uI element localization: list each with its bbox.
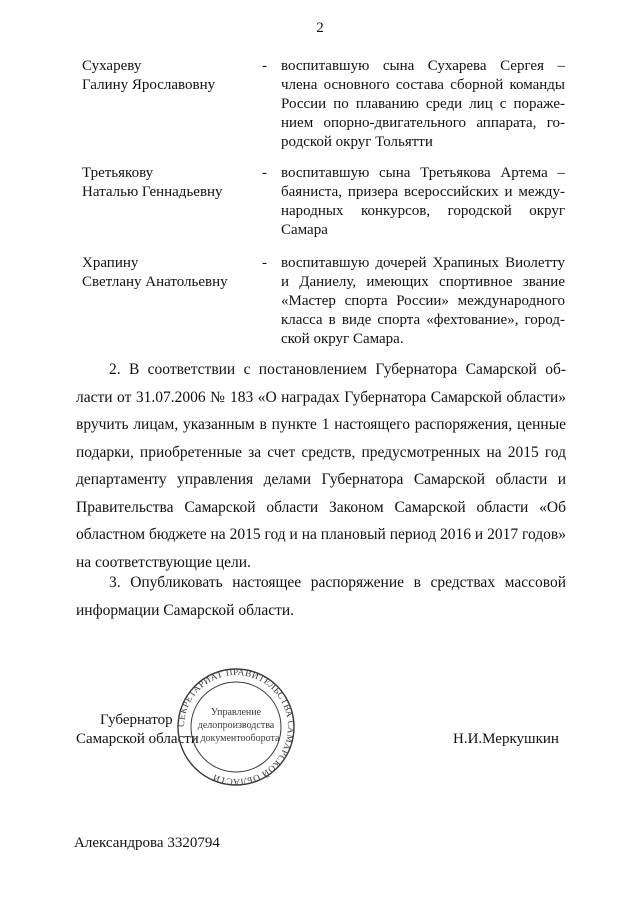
recipient-description: [281, 254, 565, 349]
description-line: баяниста, призера всероссийских и между-: [281, 184, 565, 200]
signature-title-line2: Самарской области: [76, 731, 199, 747]
description-line: народных конкурсов, городской округ: [281, 203, 565, 219]
signatory-name: Н.И.Меркушкин: [453, 731, 559, 747]
list-dash: -: [262, 255, 267, 271]
description-line: класса в виде спорта «фехтование», город-: [281, 312, 565, 328]
paragraph-line: подарки, приобретенные за счет средств, предусмотренных на 2015 год: [76, 443, 566, 461]
description-line: «Мастер спорта России» международного: [281, 293, 565, 309]
paragraph-line: вручить лицам, указанным в пункте 1 настоящего распоряжения, ценные: [76, 416, 566, 433]
signature-title-line1: Губернатор: [100, 712, 173, 728]
recipient-description: [281, 164, 565, 240]
description-line: ской округ Самара.: [281, 331, 404, 347]
description-line: и Даниелу, имеющих спортивное звание: [281, 274, 565, 290]
recipient-name: [82, 254, 257, 292]
description-line: России по плаванию среди лиц с пораже-: [281, 96, 565, 112]
recipient-name: [82, 164, 257, 202]
list-dash: -: [262, 165, 267, 181]
recipient-surname: Третьякову: [82, 165, 154, 181]
recipient-given-names: Наталью Геннадьевну: [82, 184, 223, 200]
paragraph-2: [76, 356, 566, 576]
page-number: 2: [316, 20, 324, 36]
recipient-given-names: Галину Ярославовну: [82, 77, 216, 93]
paragraph-3: [76, 569, 566, 624]
description-line: родской округ Тольятти: [281, 134, 433, 150]
stamp-graphic: [172, 668, 300, 786]
paragraph-line: информации Самарской области.: [76, 601, 295, 619]
stamp-inner-line2: делопроизводства: [197, 720, 275, 731]
description-line: члена основного состава сборной команды: [281, 77, 565, 93]
description-line: воспитавшую дочерей Храпиных Виолетту: [281, 255, 565, 271]
official-stamp: [172, 668, 300, 786]
stamp-inner-line1: Управление: [210, 707, 262, 718]
paragraph-line: ласти от 31.07.2006 № 183 «О наградах Губернатора Самарской области»: [76, 388, 566, 406]
list-dash: -: [262, 58, 267, 74]
description-line: воспитавшую сына Сухарева Сергея –: [281, 58, 565, 74]
stamp-inner-line3: и документооборота: [192, 733, 280, 744]
paragraph-line: департаменту управления делами Губернатора Самарской области и: [76, 471, 566, 488]
recipient-description: [281, 57, 565, 152]
description-line: воспитавшую сына Третьякова Артема –: [281, 165, 565, 181]
paragraph-line: 2. В соответствии с постановлением Губернатора Самарской об-: [109, 361, 566, 378]
recipient-name: [82, 57, 257, 95]
recipient-surname: Сухареву: [82, 58, 142, 74]
paragraph-line: 3. Опубликовать настоящее распоряжение в средствах массовой: [109, 574, 566, 591]
description-line: нием опорно-двигательного аппарата, го-: [281, 115, 565, 131]
paragraph-line: на соответствующие цели.: [76, 553, 251, 571]
paragraph-line: областном бюджете на 2015 год и на плановый период 2016 и 2017 годов»: [76, 526, 566, 543]
recipient-given-names: Светлану Анатольевну: [82, 274, 228, 290]
executor-contact: Александрова 3320794: [74, 835, 220, 851]
description-line: Самара: [281, 222, 328, 238]
paragraph-line: Правительства Самарской области Законом Самарской области «Об: [76, 498, 566, 516]
stamp-ring-text: СЕКРЕТАРИАТ ПРАВИТЕЛЬСТВА САМАРСКОЙ ОБЛАСТИ: [176, 668, 296, 786]
recipient-surname: Храпину: [82, 255, 139, 271]
